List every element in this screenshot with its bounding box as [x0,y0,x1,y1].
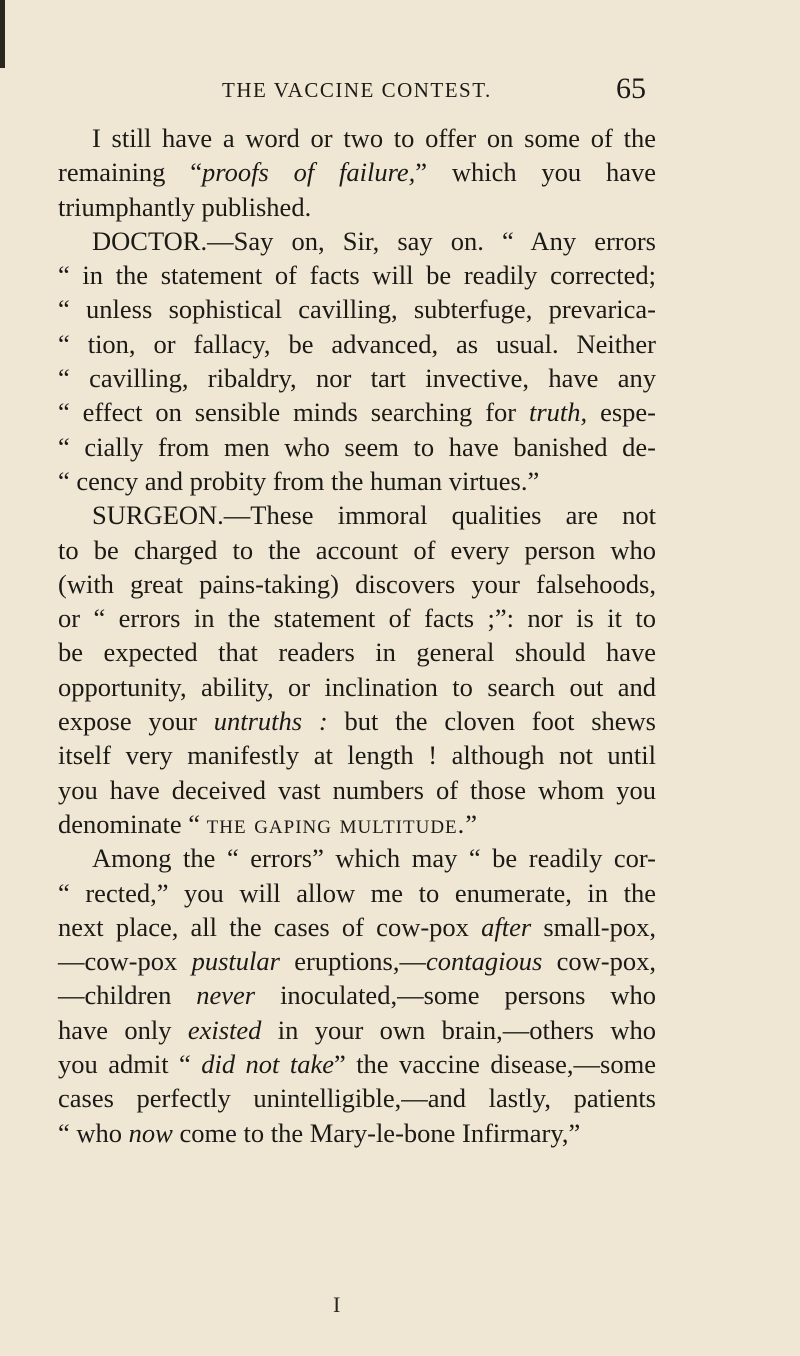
text-line [58,1116,656,1150]
text-line [58,567,656,601]
text-line [58,841,656,875]
text-line [58,361,656,395]
text-line [58,395,656,429]
text-line [58,876,656,910]
text-line [58,704,656,738]
italic-run: pustular [191,946,280,977]
italic-run: untruths : [213,706,328,737]
text-run: denominate “ [58,808,207,839]
text-run: have only [58,1014,188,1045]
text-line [58,601,656,635]
italic-run: did not take [201,1049,334,1080]
text-run: ” [465,808,478,839]
text-run: “ cavilling, ribaldry, nor tart invective, have any [58,363,656,394]
italic-run: contagious [426,946,543,977]
text-run: expose your [58,706,214,737]
text-run: (with great pains-taking) discovers your falsehoods, [58,568,656,599]
italic-run: proofs of failure, [202,157,416,188]
text-run: small-pox, [531,911,656,942]
text-run: cow-pox, [542,946,656,977]
text-line [58,670,656,704]
text-line [58,155,656,189]
text-run: “ cially from men who seem to have banished de- [58,431,656,462]
text-run: “ who [58,1117,129,1148]
text-run: “ rected,” you will allow me to enumerate, in the [58,877,656,908]
text-line [58,635,656,669]
text-run: inoculated,—some persons who [255,980,656,1011]
text-line [58,224,656,258]
italic-run: truth, [529,397,588,428]
text-run: opportunity, ability, or inclination to search out and [58,671,656,702]
signature-mark: I [333,1292,341,1317]
text-run: DOCTOR.—Say on, Sir, say on. “ Any errors [92,225,656,256]
italic-run: now [128,1117,173,1148]
page-header [0,72,800,112]
text-run: SURGEON.—These immoral qualities are not [92,500,656,531]
text-run: “ effect on sensible minds searching for [58,397,529,428]
text-line [58,430,656,464]
text-line [58,1047,656,1081]
text-line [58,292,656,326]
text-run: itself very manifestly at length ! although not until [58,740,656,771]
page-number: 65 [616,72,646,105]
left-margin-rule [0,0,5,68]
text-run: “ tion, or fallacy, be advanced, as usual. Neither [58,328,656,359]
small-caps-run: the gaping multitude. [206,808,466,839]
text-run: to be charged to the account of every person who [58,534,656,565]
text-run: ” the vaccine disease,—some [333,1049,656,1080]
text-line [58,258,656,292]
text-run: be expected that readers in general should have [58,637,656,668]
text-run: Among the “ errors” which may “ be readily cor- [92,843,656,874]
text-run: you have deceived vast numbers of those whom you [58,774,656,805]
text-run: eruptions,— [279,946,426,977]
text-run: you admit “ [58,1049,202,1080]
running-head: THE VACCINE CONTEST. [222,78,492,102]
text-line [58,807,656,841]
body-text [58,121,656,1150]
text-run: in your own brain,—others who [261,1014,656,1045]
text-run: triumphantly published. [58,191,312,222]
text-line [58,944,656,978]
text-line [58,498,656,532]
text-line [58,327,656,361]
text-line [58,190,656,224]
text-run: come to the Mary-le-bone Infirmary,” [172,1117,581,1148]
italic-run: existed [187,1014,262,1045]
text-run: “ in the statement of facts will be readily corrected; [58,260,656,291]
text-run: or “ errors in the statement of facts ;”: nor is it to [58,603,656,634]
text-run: cases perfectly unintelligible,—and lastly, patients [58,1083,656,1114]
text-run: —cow-pox [58,946,192,977]
text-line [58,738,656,772]
text-run: I still have a word or two to offer on some of the [92,123,656,153]
text-line [58,121,656,155]
text-run: —children [58,980,197,1011]
text-run: ” which you have [415,157,657,188]
text-line [58,533,656,567]
text-line [58,773,656,807]
text-run: remaining “ [58,157,203,188]
text-line [58,978,656,1012]
text-run: next place, all the cases of cow-pox [58,911,482,942]
text-run: “ unless sophistical cavilling, subterfuge, prevarica- [58,294,656,325]
text-run: “ cency and probity from the human virtues.” [58,465,540,496]
text-run: but the cloven foot shews [327,706,656,737]
text-run: espe- [587,397,656,428]
italic-run: never [196,980,256,1011]
text-line [58,910,656,944]
text-line [58,1081,656,1115]
text-line [58,464,656,498]
italic-run: after [481,911,532,942]
text-line [58,1013,656,1047]
